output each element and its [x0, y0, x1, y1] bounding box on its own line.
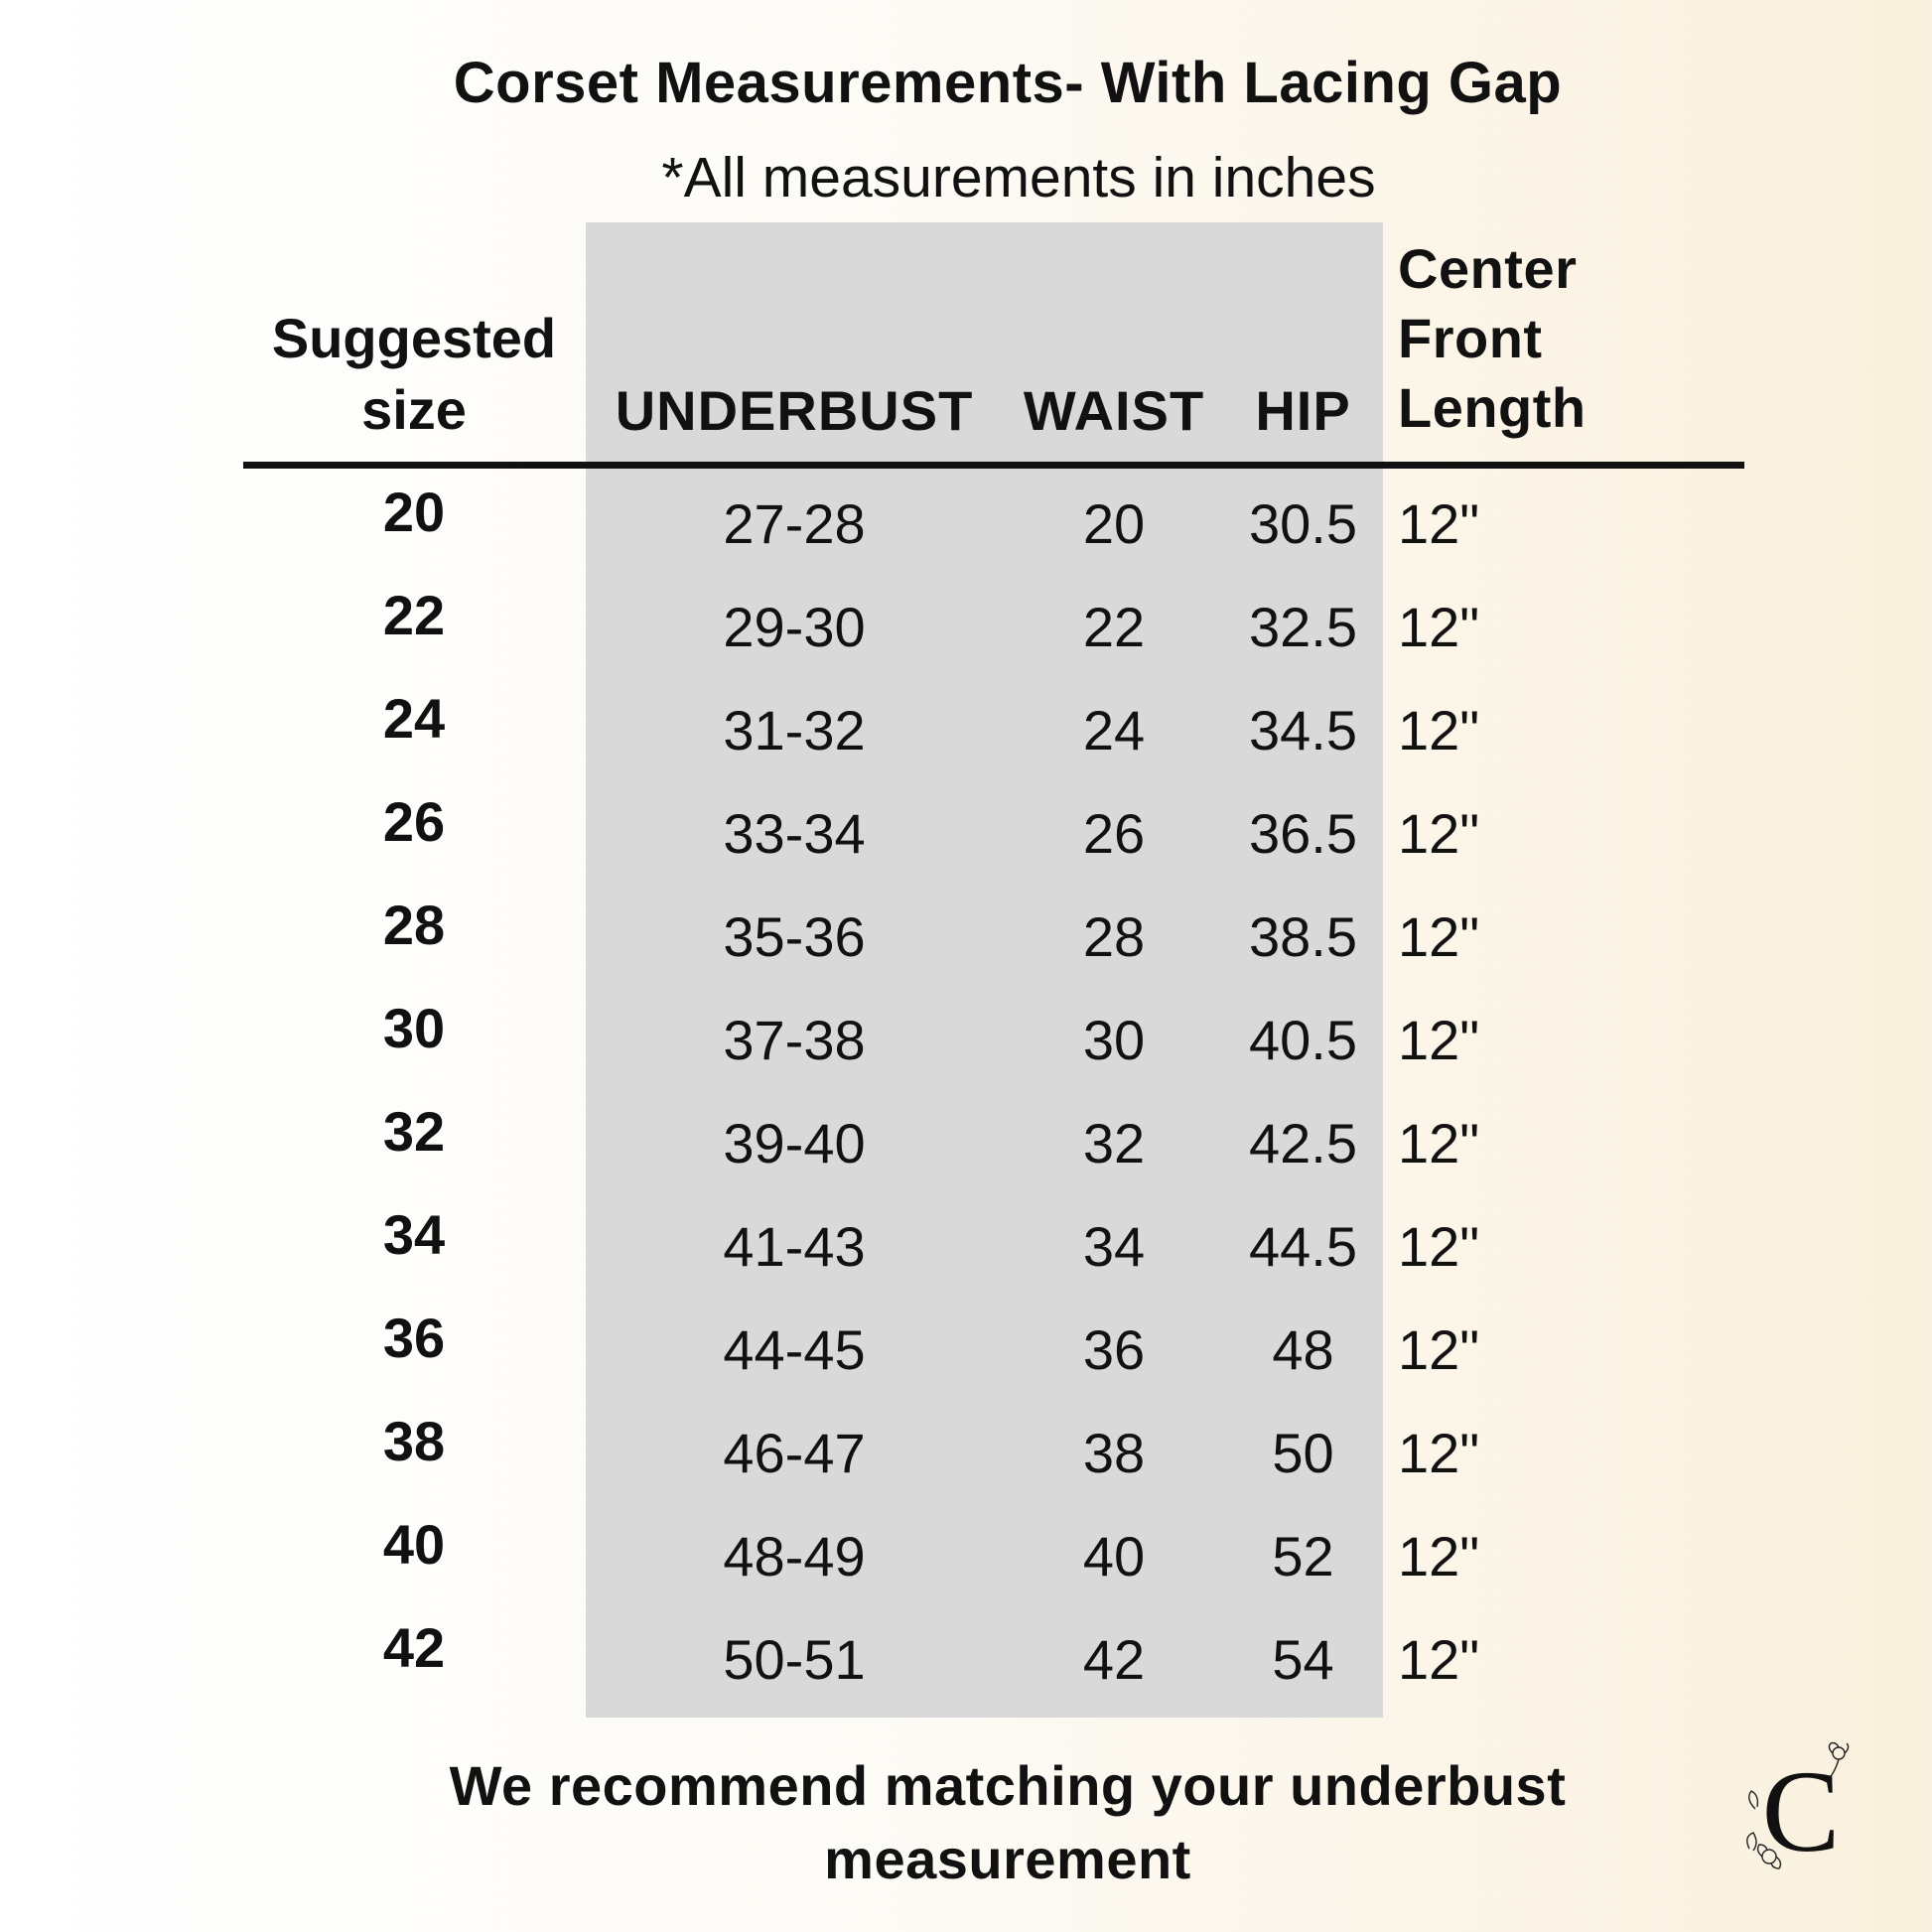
logo-leaf: [1749, 1791, 1758, 1809]
page-subtitle: *All measurements in inches: [661, 146, 1376, 209]
size-cell: 22: [382, 584, 446, 646]
waist-cell: 36: [1082, 1318, 1146, 1381]
hip-cell: 44.5: [1249, 1215, 1357, 1278]
center-front-length-cell: 12": [1398, 1628, 1480, 1691]
hip-cell: 42.5: [1249, 1112, 1357, 1174]
waist-cell: 22: [1082, 596, 1146, 658]
table-row: [0, 989, 1932, 1092]
logo-petal: [1845, 1743, 1849, 1753]
center-front-length-cell: 12": [1398, 596, 1480, 658]
header-size-line-2: size: [361, 378, 467, 441]
table-row: [0, 576, 1932, 679]
header-underbust: UNDERBUST: [615, 379, 974, 442]
size-cell: 38: [382, 1410, 446, 1472]
center-front-length-cell: 12": [1398, 1525, 1480, 1587]
size-cell: 28: [382, 894, 446, 956]
header-hip: HIP: [1255, 379, 1351, 442]
hip-cell: 48: [1272, 1318, 1334, 1381]
header-cfl-line-1: Center: [1398, 237, 1578, 300]
hip-cell: 52: [1272, 1525, 1334, 1587]
underbust-cell: 39-40: [723, 1112, 866, 1174]
header-cfl-line-2: Front: [1398, 307, 1543, 369]
table-row: [0, 473, 1932, 576]
size-cell: 26: [382, 790, 446, 853]
underbust-cell: 46-47: [723, 1422, 866, 1484]
waist-cell: 38: [1082, 1422, 1146, 1484]
waist-cell: 28: [1082, 905, 1146, 968]
waist-cell: 26: [1082, 802, 1146, 865]
logo-letter: C: [1761, 1746, 1841, 1876]
table-row: [0, 1092, 1932, 1195]
center-front-length-cell: 12": [1398, 802, 1480, 865]
recommendation-note: [377, 1749, 1638, 1896]
center-front-length-cell: 12": [1398, 1112, 1480, 1174]
header-size-line-1: Suggested: [271, 307, 557, 369]
floral-c-logo-icon: [1735, 1739, 1864, 1878]
center-front-length-cell: 12": [1398, 1009, 1480, 1071]
header-cfl-line-3: Length: [1398, 376, 1587, 439]
hip-cell: 38.5: [1249, 905, 1357, 968]
center-front-length-cell: 12": [1398, 699, 1480, 761]
size-cell: 36: [382, 1307, 446, 1369]
underbust-cell: 41-43: [723, 1215, 866, 1278]
table-row: [0, 1195, 1932, 1299]
center-front-length-cell: 12": [1398, 1215, 1480, 1278]
logo-leaf: [1747, 1833, 1756, 1851]
header-waist: WAIST: [1023, 379, 1205, 442]
recommendation-line-1: We recommend matching your underbust: [449, 1754, 1567, 1817]
size-cell: 30: [382, 997, 446, 1059]
waist-cell: 34: [1082, 1215, 1146, 1278]
underbust-cell: 48-49: [723, 1525, 866, 1587]
underbust-cell: 35-36: [723, 905, 866, 968]
hip-cell: 34.5: [1249, 699, 1357, 761]
underbust-cell: 31-32: [723, 699, 866, 761]
size-cell: 42: [382, 1616, 446, 1679]
table-row: [0, 782, 1932, 886]
table-row: [0, 886, 1932, 989]
waist-cell: 24: [1082, 699, 1146, 761]
waist-cell: 40: [1082, 1525, 1146, 1587]
table-row: [0, 1402, 1932, 1505]
hip-cell: 32.5: [1249, 596, 1357, 658]
hip-cell: 36.5: [1249, 802, 1357, 865]
hip-cell: 40.5: [1249, 1009, 1357, 1071]
underbust-cell: 37-38: [723, 1009, 866, 1071]
underbust-cell: 50-51: [723, 1628, 866, 1691]
center-front-length-cell: 12": [1398, 1422, 1480, 1484]
underbust-cell: 44-45: [723, 1318, 866, 1381]
underbust-cell: 27-28: [723, 492, 866, 555]
size-cell: 24: [382, 687, 446, 750]
underbust-cell: 29-30: [723, 596, 866, 658]
waist-cell: 42: [1082, 1628, 1146, 1691]
size-cell: 34: [382, 1203, 446, 1266]
waist-cell: 30: [1082, 1009, 1146, 1071]
center-front-length-cell: 12": [1398, 1318, 1480, 1381]
hip-cell: 54: [1272, 1628, 1334, 1691]
center-front-length-cell: 12": [1398, 905, 1480, 968]
size-cell: 20: [382, 481, 446, 543]
waist-cell: 20: [1082, 492, 1146, 555]
table-row: [0, 679, 1932, 782]
size-cell: 32: [382, 1100, 446, 1163]
center-front-length-cell: 12": [1398, 492, 1480, 555]
table-row: [0, 1299, 1932, 1402]
hip-cell: 50: [1272, 1422, 1334, 1484]
page-title: Corset Measurements- With Lacing Gap: [453, 51, 1563, 115]
underbust-cell: 33-34: [723, 802, 866, 865]
recommendation-line-2: measurement: [824, 1828, 1191, 1890]
table-row: [0, 1608, 1932, 1712]
hip-cell: 30.5: [1249, 492, 1357, 555]
table-row: [0, 1505, 1932, 1608]
size-cell: 40: [382, 1513, 446, 1576]
waist-cell: 32: [1082, 1112, 1146, 1174]
